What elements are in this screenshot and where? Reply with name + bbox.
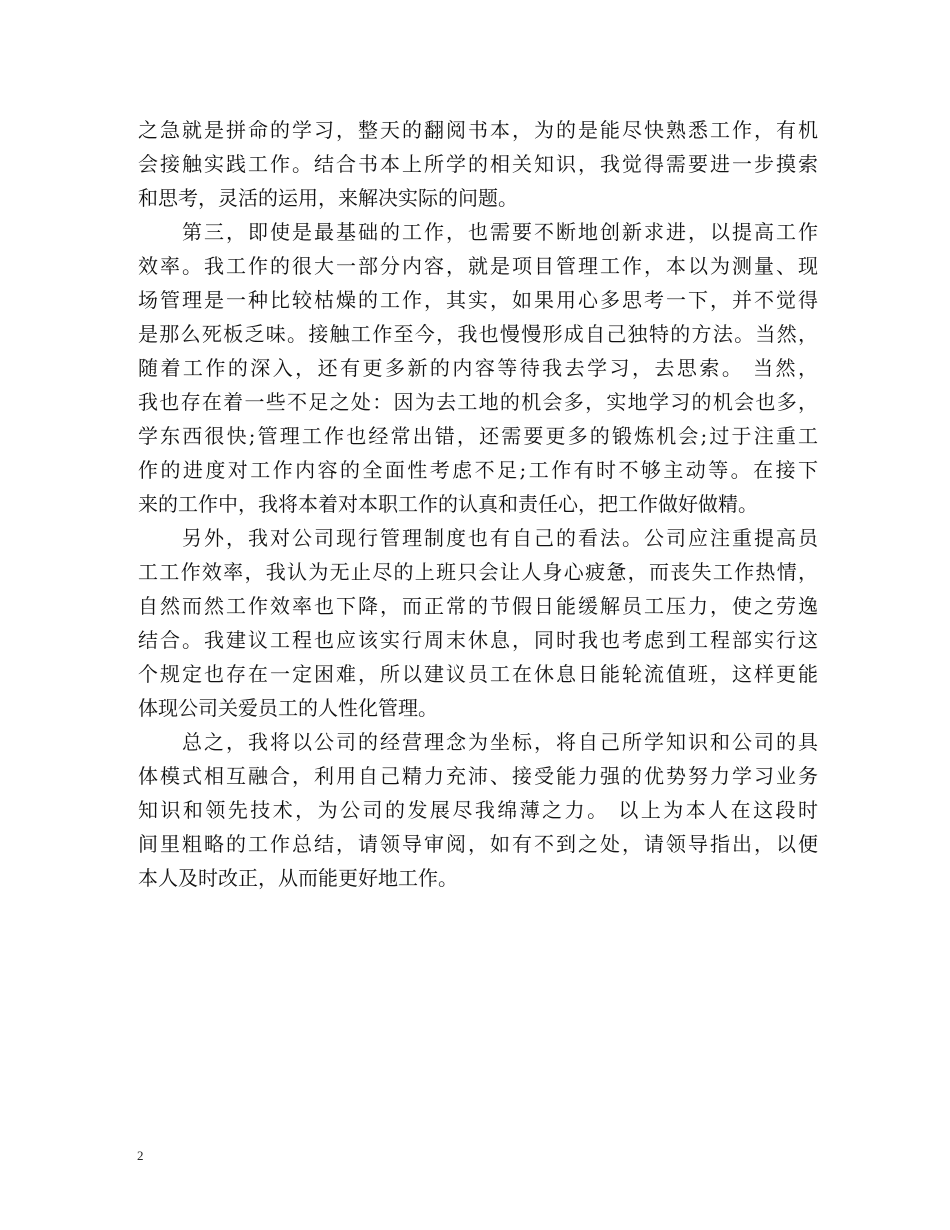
text-line: 第三，即使是最基础的工作，也需要不断地创新求进，以提高工作	[182, 220, 818, 244]
text-line: 本人及时改正，从而能更好地工作。	[138, 866, 458, 890]
text-line: 结合。我建议工程也应该实行周末休息，同时我也考虑到工程部实行这	[138, 628, 818, 652]
text-line: 会接触实践工作。结合书本上所学的相关知识，我觉得需要进一步摸索	[138, 152, 818, 176]
text-line: 体现公司关爱员工的人性化管理。	[138, 696, 438, 720]
text-line: 学东西很快;管理工作也经常出错，还需要更多的锻炼机会;过于注重工	[138, 424, 818, 448]
text-line: 和思考，灵活的运用，来解决实际的问题。	[138, 186, 518, 210]
text-line: 来的工作中，我将本着对本职工作的认真和责任心，把工作做好做精。	[138, 492, 758, 516]
text-line: 工工作效率，我认为无止尽的上班只会让人身心疲惫，而丧失工作热情，	[138, 560, 818, 584]
text-line: 体模式相互融合，利用自己精力充沛、接受能力强的优势努力学习业务	[138, 764, 818, 788]
text-line: 场管理是一种比较枯燥的工作，其实，如果用心多思考一下，并不觉得	[138, 288, 818, 312]
paragraph-1	[138, 113, 818, 215]
text-line: 总之，我将以公司的经营理念为坐标，将自己所学知识和公司的具	[182, 730, 818, 754]
paragraph-2	[138, 215, 818, 521]
text-line: 是那么死板乏味。接触工作至今，我也慢慢形成自己独特的方法。当然，	[138, 322, 818, 346]
page-number: 2	[137, 1148, 144, 1163]
text-line: 另外，我对公司现行管理制度也有自己的看法。公司应注重提高员	[182, 526, 818, 550]
text-line: 随着工作的深入，还有更多新的内容等待我去学习，去思索。 当然，	[138, 356, 818, 380]
text-line: 自然而然工作效率也下降，而正常的节假日能缓解员工压力，使之劳逸	[138, 594, 818, 618]
text-line: 作的进度对工作内容的全面性考虑不足;工作有时不够主动等。在接下	[138, 458, 818, 482]
text-line: 个规定也存在一定困难，所以建议员工在休息日能轮流值班，这样更能	[138, 662, 818, 686]
text-line: 知识和领先技术，为公司的发展尽我绵薄之力。 以上为本人在这段时	[138, 798, 818, 822]
text-line: 我也存在着一些不足之处：因为去工地的机会多，实地学习的机会也多，	[138, 390, 818, 414]
document-body	[138, 113, 818, 895]
text-line: 效率。我工作的很大一部分内容，就是项目管理工作，本以为测量、现	[138, 254, 818, 278]
text-line: 之急就是拼命的学习，整天的翻阅书本，为的是能尽快熟悉工作，有机	[138, 118, 818, 142]
paragraph-4	[138, 725, 818, 895]
text-line: 间里粗略的工作总结，请领导审阅，如有不到之处，请领导指出，以便	[138, 832, 818, 856]
paragraph-3	[138, 521, 818, 725]
